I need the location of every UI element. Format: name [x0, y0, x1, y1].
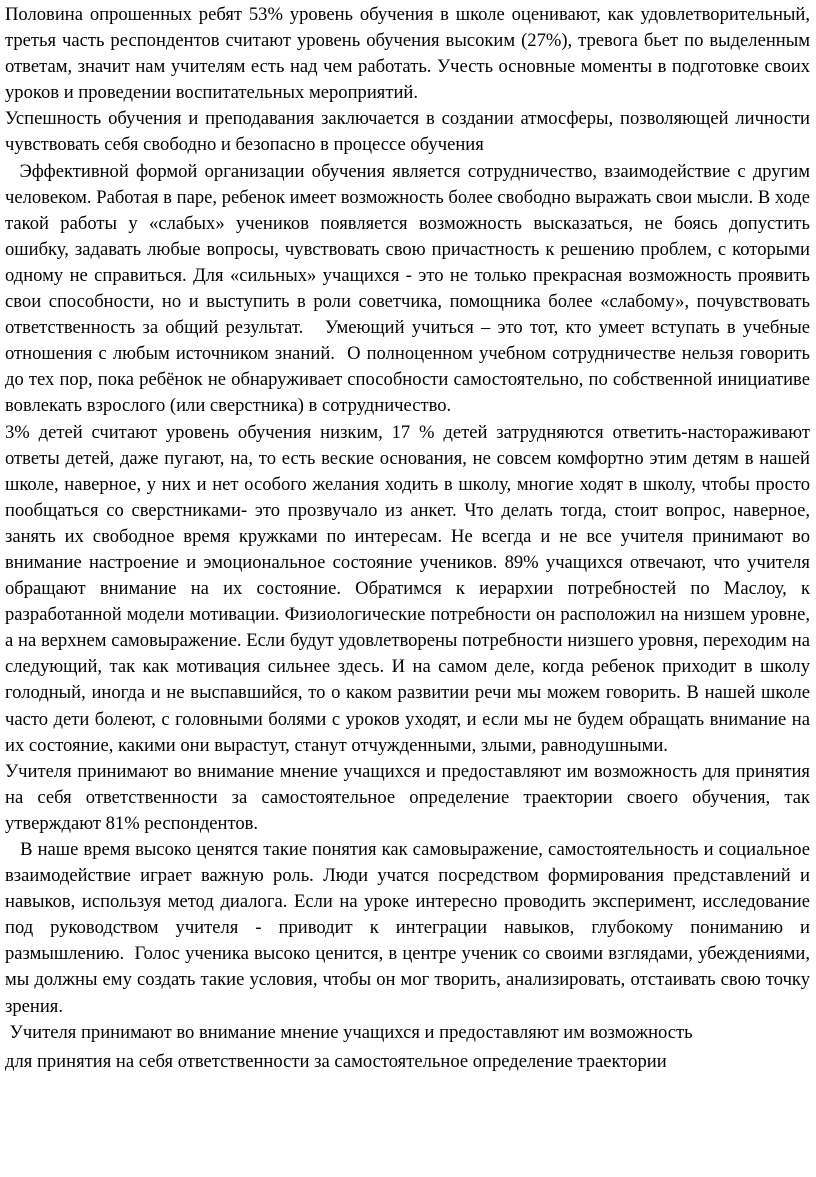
- paragraph-cooperation: Эффективной формой организации обучения является сотрудничество, взаимодействие с другим человеком. Работая в паре, ребенок имеет возможность более свободно выражать свои мысли. В ходе такой работы у «слабых» учеников появляется возможность высказаться, не боясь допустить ошибку, задавать любые вопросы, чувствовать свою причастность к решению проблем, с которыми одному не справиться. Для «сильных» учащихся - это не только прекрасная возможность проявить свои способности, но и выступить в роли советчика, помощника более «слабому», почувствовать ответственность за общий результат. Умеющий учиться – это тот, кто умеет вступать в учебные отношения с любым источником знаний. О полноценном учебном сотрудничестве нельзя говорить до тех пор, пока ребёнок не обнаруживает способности самостоятельно, по собственной инициативе вовлекать взрослого (или сверстника) в сотрудничество.: [5, 160, 815, 417]
- paragraph-student-opinion: Учителя принимают во внимание мнение учащихся и предоставляют им возможность для принятия на себя ответственности за самостоятельное определение траектории своего обучения, так утверждают 81% респондентов.: [5, 760, 810, 834]
- paragraph-learning-success: Успешность обучения и преподавания заключается в создании атмосферы, позволяющей личности чувствовать себя свободно и безопасно в процессе обучения: [5, 108, 810, 156]
- final-line: для принятия на себя ответственности за самостоятельное определение траектории: [5, 1050, 667, 1072]
- paragraph-survey-results: Половина опрошенных ребят 53% уровень обучения в школе оценивают, как удовлетворительный, третья часть респондентов считают уровень обучения высоким (27%), тревога бьет по выделенным ответам, значит нам учителям есть над чем работать. Учесть основные моменты в подготовке своих уроков и проведении воспитательных мероприятий.: [5, 4, 810, 104]
- paragraph-low-rating: 3% детей считают уровень обучения низким, 17 % детей затрудняются ответить-настораживают ответы детей, даже пугают, на, то есть веские основания, не совсем комфортно этим детям в нашей школе, наверное, у них и нет особого желания ходить в школу, многие ходят в школу, чтобы просто пообщаться со сверстниками- это прозвучало из анкет. Что делать тогда, стоит вопрос, наверное, занять их свободное время кружками по интересам. Не всегда и не все учителя принимают во внимание настроение и эмоциональное состояние учеников. 89% учащихся отвечают, что учителя обращают внимание на их состояние. Обратимся к иерархии потребностей по Маслоу, к разработанной модели мотивации. Физиологические потребности он расположил на низшем уровне, а на верхнем самовыражение. Если будут удовлетворены потребности низшего уровня, переходим на следующий, так как мотивация сильнее здесь. И на самом деле, когда ребенок приходит в школу голодный, иногда и не выспавшийся, то о каком развитии речи мы можем говорить. В нашей школе часто дети болеют, с головными болями с уроков уходят, и если мы не будем обращать внимание на их состояние, какими они вырастут, станут отчужденными, злыми, равнодушными.: [5, 421, 810, 756]
- paragraph-self-expression: В наше время высоко ценятся такие понятия как самовыражение, самостоятельность и социальное взаимодействие играет важную роль. Люди учатся посредством формирования представлений и навыков, используя метод диалога. Если на уроке интересно проводить эксперимент, исследование под руководством учителя - приводит к интеграции навыков, глубокому пониманию и размышлению. Голос ученика высоко ценится, в центре ученик со своими взглядами, убеждениями, мы должны ему создать такие условия, чтобы он мог творить, анализировать, отстаивать свою точку зрения.: [5, 839, 815, 1017]
- paragraph-student-opinion-repeat: Учителя принимают во внимание мнение учащихся и предоставляют им возможность: [5, 1021, 693, 1043]
